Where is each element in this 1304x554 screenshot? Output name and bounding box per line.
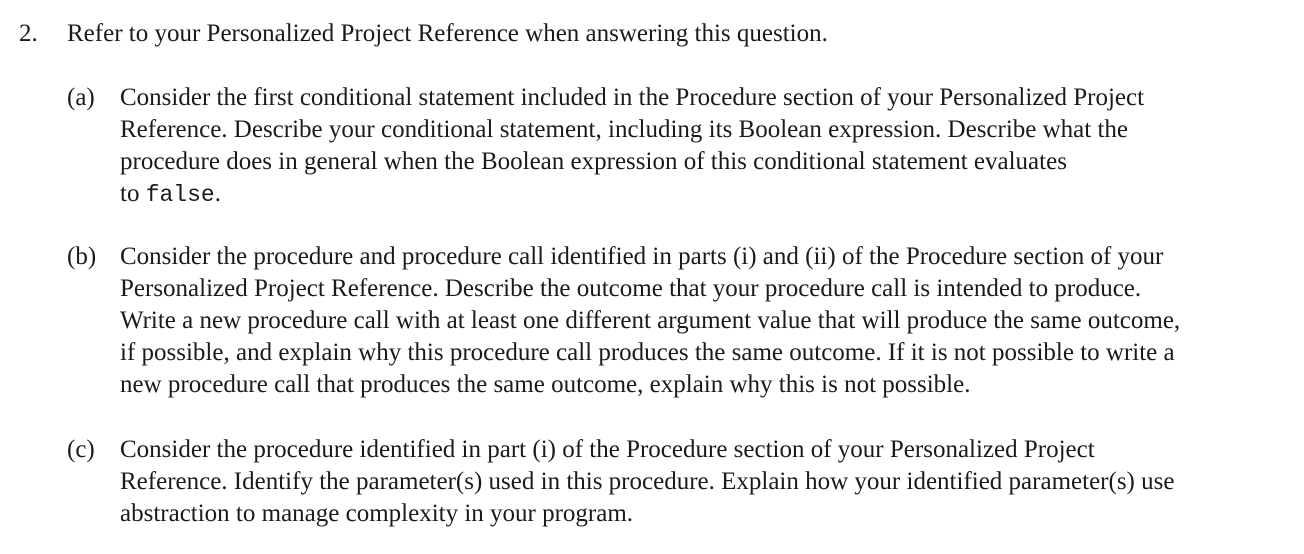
part-b-line: Write a new procedure call with at least one different argument value that will produce the same outcome, bbox=[120, 307, 1181, 334]
part-b-line: new procedure call that produces the same outcome, explain why this is not possible. bbox=[120, 371, 971, 398]
part-a-line: Consider the first conditional statement included in the Procedure section of your Personalized Project bbox=[120, 84, 1145, 111]
part-a-last-prefix: to bbox=[120, 180, 146, 207]
part-a-label: (a) bbox=[67, 84, 95, 111]
part-b-label: (b) bbox=[67, 243, 97, 270]
part-a-last-suffix: . bbox=[214, 180, 221, 207]
part-b-line: Personalized Project Reference. Describe the outcome that your procedure call is intended to produce. bbox=[120, 275, 1142, 302]
question-stem: Refer to your Personalized Project Reference when answering this question. bbox=[67, 20, 828, 47]
part-a-line: procedure does in general when the Boolean expression of this conditional statement evaluates bbox=[120, 148, 1067, 175]
part-c-label: (c) bbox=[67, 436, 95, 463]
part-c-line: Consider the procedure identified in part (i) of the Procedure section of your Personalized Project bbox=[120, 436, 1095, 463]
part-a-line: Reference. Describe your conditional statement, including its Boolean expression. Describe what the bbox=[120, 116, 1129, 143]
part-c-text bbox=[120, 434, 1295, 530]
part-a-text bbox=[120, 82, 1295, 210]
code-literal-false: false bbox=[145, 182, 215, 208]
part-b-line: Consider the procedure and procedure call identified in parts (i) and (ii) of the Procedure section of your bbox=[120, 243, 1164, 270]
part-a-last-line bbox=[120, 178, 1295, 210]
part-c-line: abstraction to manage complexity in your program. bbox=[120, 500, 634, 527]
part-b-line: if possible, and explain why this procedure call produces the same outcome. If it is not possible to write a bbox=[120, 339, 1175, 366]
question-number: 2. bbox=[19, 20, 38, 47]
part-b-text bbox=[120, 241, 1295, 401]
part-c-line: Reference. Identify the parameter(s) used in this procedure. Explain how your identified parameter(s) use bbox=[120, 468, 1175, 495]
